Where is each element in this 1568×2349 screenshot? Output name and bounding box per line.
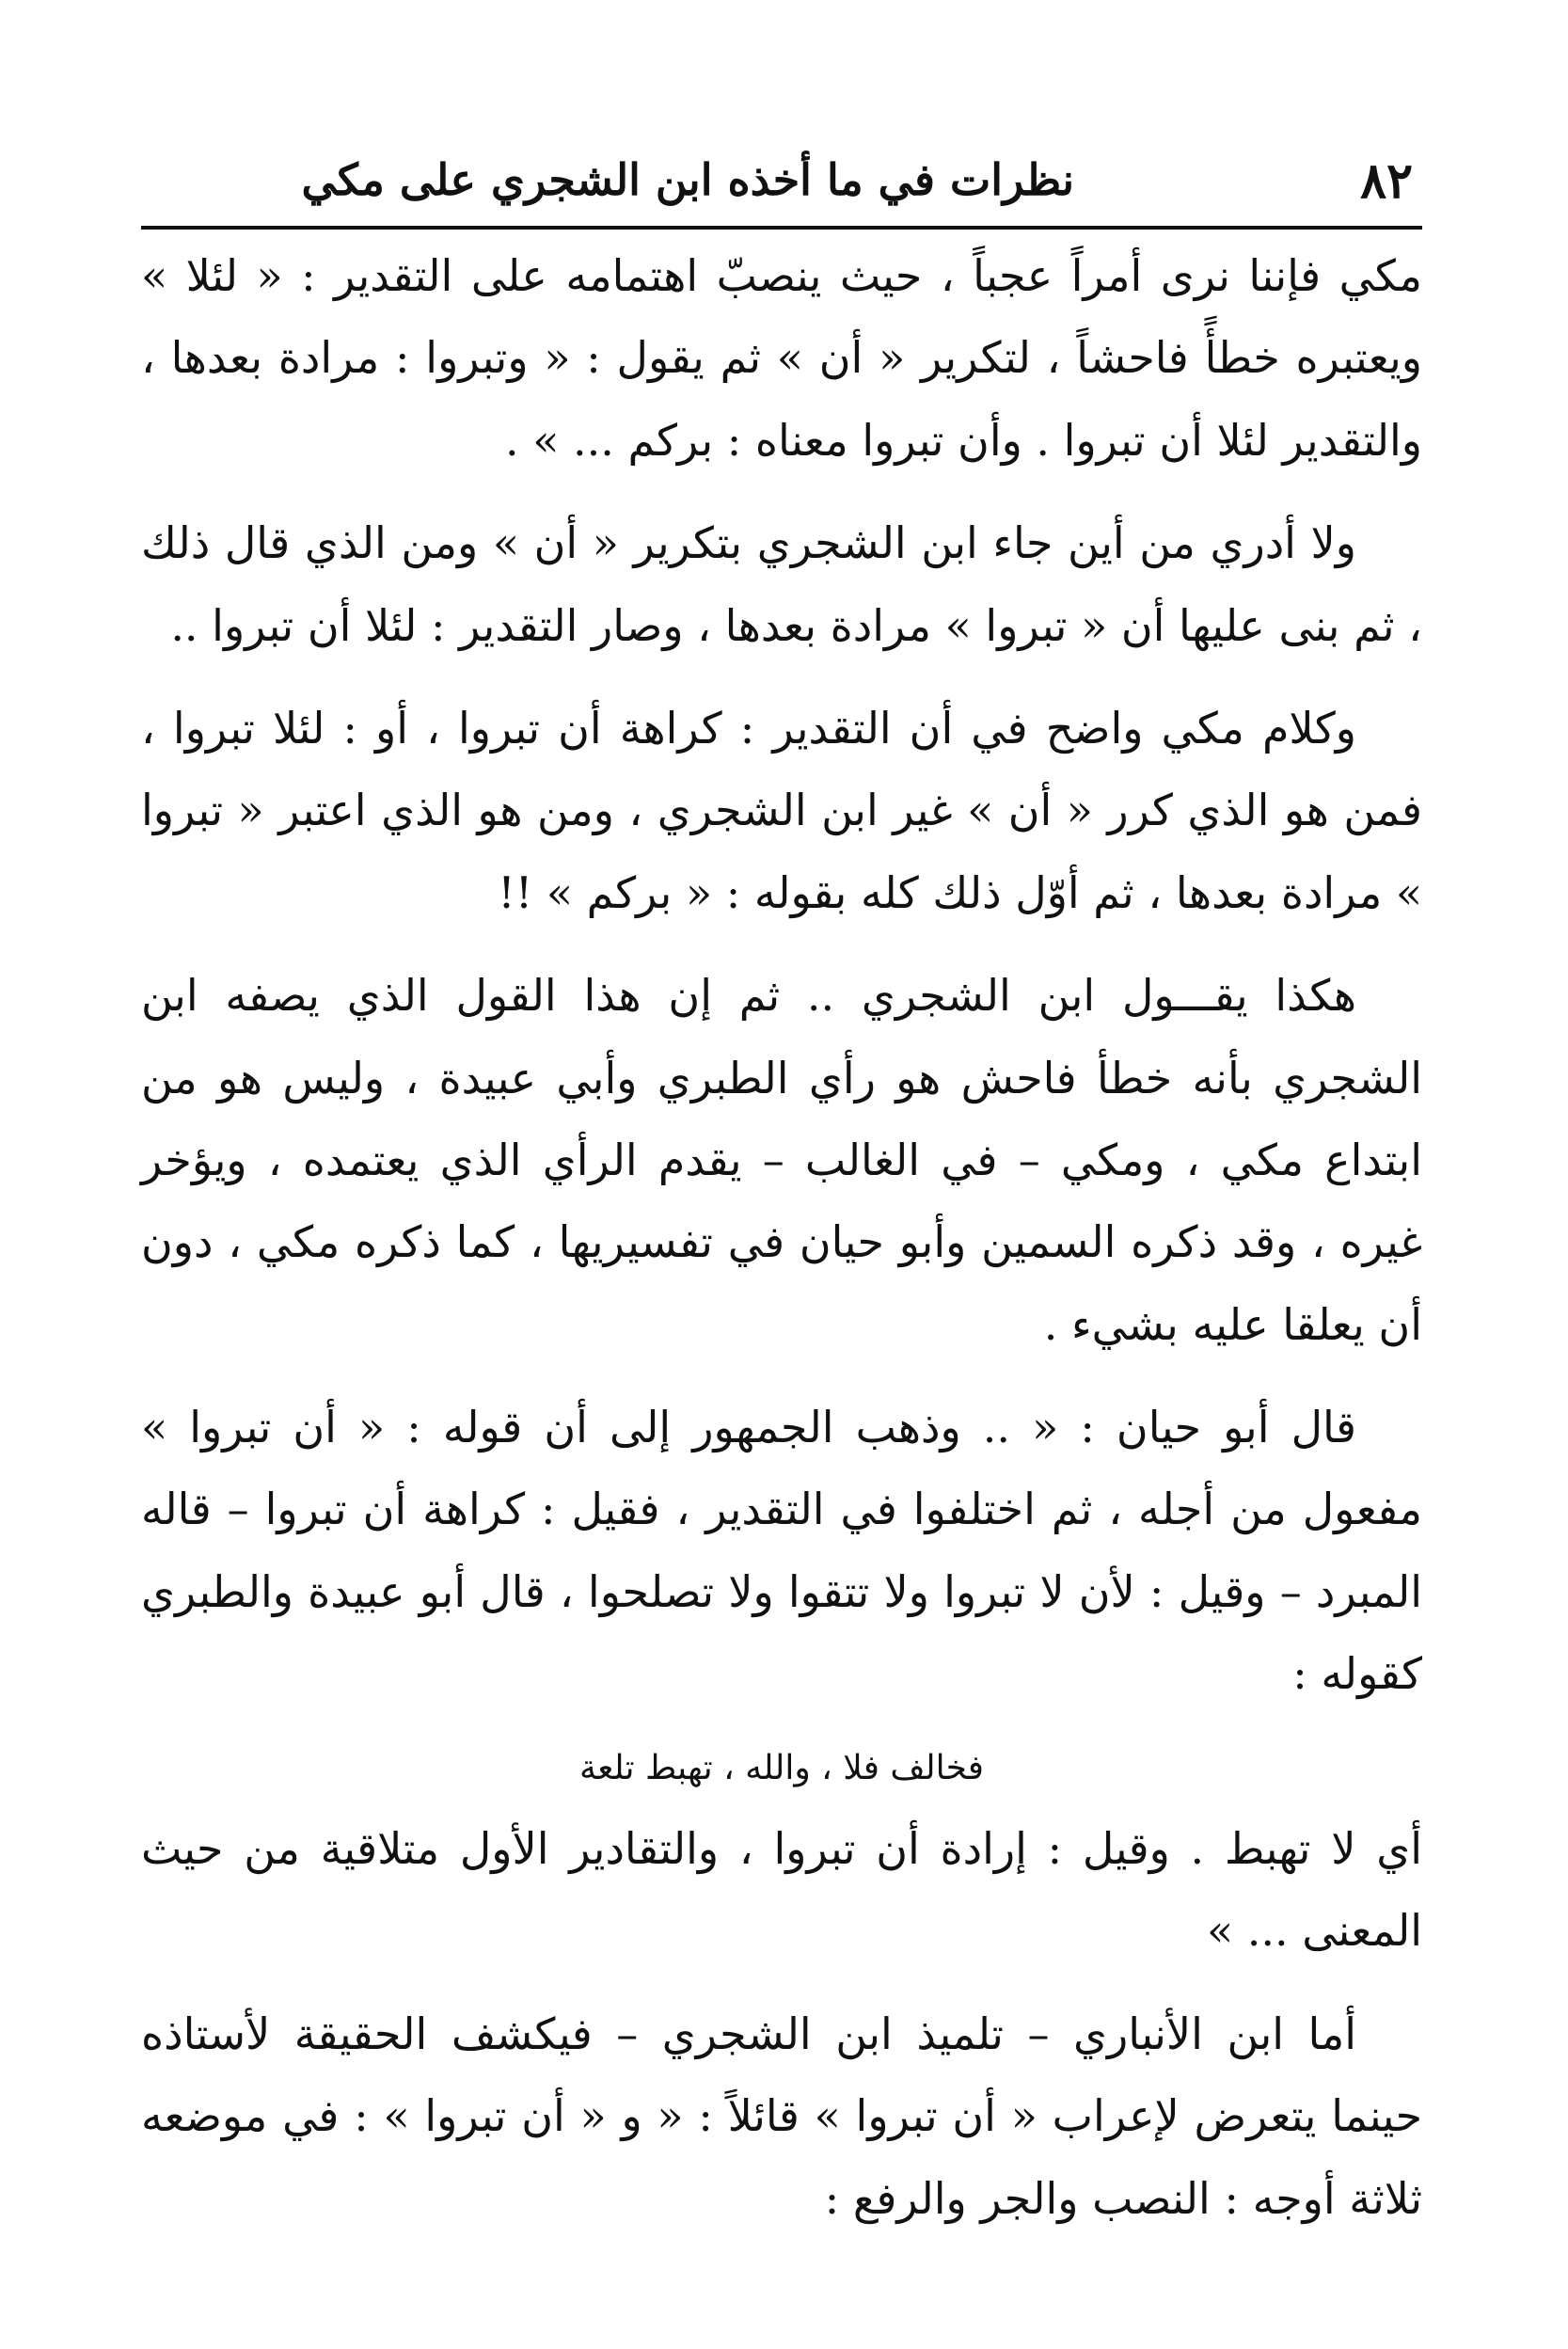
page-header [141, 141, 1422, 230]
poetry-verse: فخالف فلا ، والله ، تهبط تلعة [578, 1748, 985, 1787]
paragraph: أي لا تهبط . وقيل : إرادة أن تبروا ، والتقادير الأول متلاقية من حيث المعنى ... » [141, 1823, 1422, 1957]
paragraph: أما ابن الأنباري – تلميذ ابن الشجري – فيكشف الحقيقة لأستاذه حينما يتعرض لإعراب « أن تبروا » قائلاً : « و « أن تبروا » : في موضعه ثلاثة أوجه : النصب والجر والرفع : [141, 2008, 1422, 2224]
paragraph: وكلام مكي واضح في أن التقدير : كراهة أن تبروا ، أو : لئلا تبروا ، فمن هو الذي كرر « أن » غير ابن الشجري ، ومن هو الذي اعتبر « تبروا » مرادة بعدها ، ثم أوّل ذلك كله بقوله : « بركم » !! [141, 702, 1422, 918]
page-number: ٨٢ [1360, 152, 1413, 210]
paragraph: هكذا يقـــول ابن الشجري .. ثم إن هذا القول الذي يصفه ابن الشجري بأنه خطأ فاحش هو رأي الطبري وأبي عبيدة ، وليس هو من ابتداع مكي ، ومكي – في الغالب – يقدم الرأي الذي يعتمده ، ويؤخر غيره ، وقد ذكره السمين وأبو حيان في تفسيريها ، كما ذكره مكي ، دون أن يعلقا عليه بشيء . [141, 970, 1422, 1350]
paragraph: مكي فإننا نرى أمراً عجباً ، حيث ينصبّ اهتمامه على التقدير : « لئلا » ويعتبره خطأً فاحشاً ، لتكرير « أن » ثم يقول : « وتبروا : مرادة بعدها ، والتقدير لئلا أن تبروا . وأن تبروا معناه : بركم ... » . [141, 250, 1422, 466]
running-title: نظرات في ما أخذه ابن الشجري على مكي [301, 154, 1074, 205]
paragraph: ولا أدري من أين جاء ابن الشجري بتكرير « أن » ومن الذي قال ذلك ، ثم بنى عليها أن « تبروا » مرادة بعدها ، وصار التقدير : لئلا أن تبروا .. [141, 517, 1422, 651]
paragraph: قال أبو حيان : « .. وذهب الجمهور إلى أن قوله : « أن تبروا » مفعول من أجله ، ثم اختلفوا في التقدير ، فقيل : كراهة أن تبروا – قاله المبرد – وقيل : لأن لا تبروا ولا تتقوا ولا تصلحوا ، قال أبو عبيدة والطبري كقوله : [141, 1402, 1422, 1700]
body-text [141, 235, 1422, 2261]
